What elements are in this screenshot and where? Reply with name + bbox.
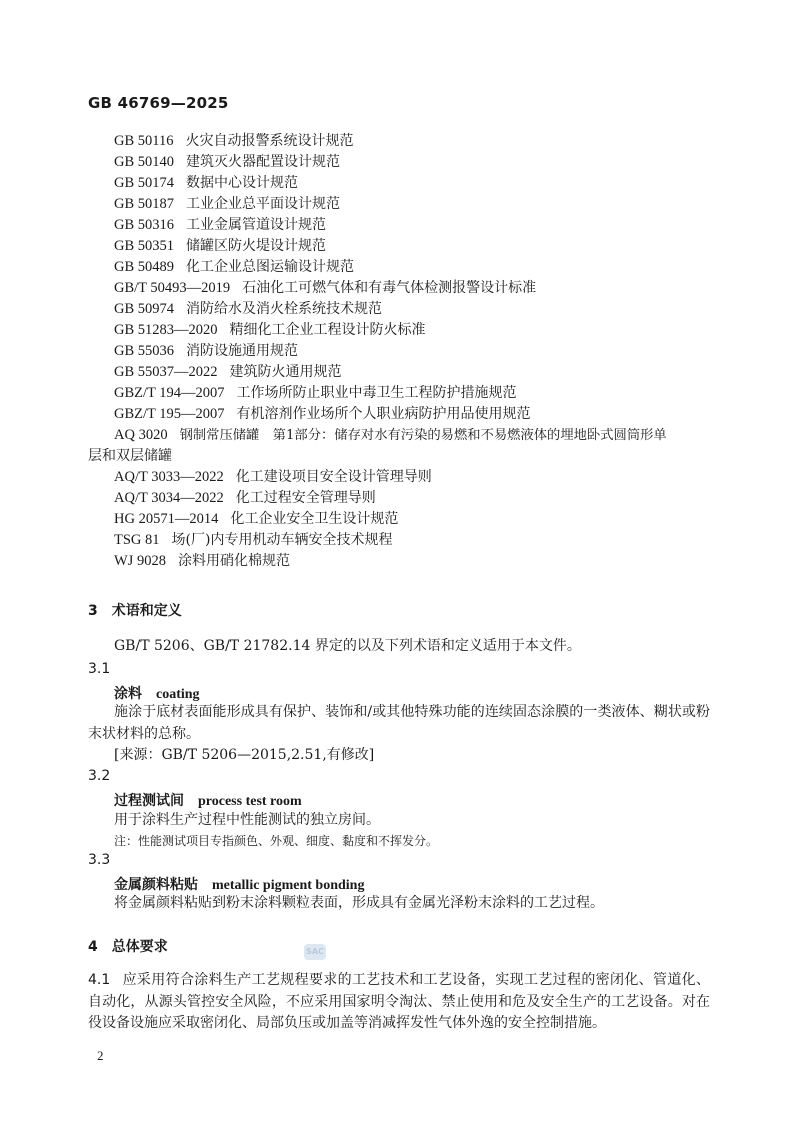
reference-title: 涂料用硝化棉规范 xyxy=(177,553,290,569)
term-definition: 将金属颜料粘贴到粉末涂料颗粒表面，形成具有金属光泽粉末涂料的工艺过程。 xyxy=(114,895,604,911)
term-en: coating xyxy=(156,687,200,702)
reference-code: GB 50116 xyxy=(114,133,174,149)
reference-item xyxy=(114,341,298,361)
term-definition: 施涂于底材表面能形成具有保护、装饰和/或其他特殊功能的连续固态涂膜的一类液体、糊状或粉末状材料的总称。 xyxy=(88,704,710,742)
reference-code: GB 50316 xyxy=(114,217,175,233)
reference-title: 火灾自动报警系统设计规范 xyxy=(185,133,354,149)
reference-code: AQ/T 3034—2022 xyxy=(114,490,224,506)
reference-item xyxy=(114,404,531,424)
reference-continuation: 层和双层储罐 xyxy=(88,448,172,464)
term-definition: 用于涂料生产过程中性能测试的独立房间。 xyxy=(114,812,380,828)
reference-item xyxy=(114,257,354,277)
reference-title: 数据中心设计规范 xyxy=(186,175,299,191)
term-zh: 金属颜料粘贴 xyxy=(114,877,198,893)
term-heading xyxy=(114,790,302,810)
reference-item xyxy=(114,236,326,256)
reference-item xyxy=(114,425,667,446)
reference-item xyxy=(114,215,326,235)
clause-number: 4.1 xyxy=(88,972,111,988)
reference-code: GB 51283—2020 xyxy=(114,322,218,338)
reference-code: GB 50351 xyxy=(114,238,175,254)
reference-item xyxy=(114,509,398,529)
reference-title: 工业企业总平面设计规范 xyxy=(186,196,341,212)
term-number: 3.1 xyxy=(88,661,111,677)
reference-code: GBZ/T 194—2007 xyxy=(114,385,225,401)
reference-item xyxy=(114,551,290,571)
standard-code-header: GB 46769—2025 xyxy=(88,94,229,112)
reference-code: GB 55037—2022 xyxy=(114,364,218,380)
reference-item xyxy=(114,152,340,172)
reference-code: GB 50974 xyxy=(114,301,175,317)
reference-title: 储罐区防火堤设计规范 xyxy=(186,238,327,254)
reference-item xyxy=(114,173,298,193)
reference-title: 有机溶剂作业场所个人职业病防护用品使用规范 xyxy=(236,406,531,422)
term-number: 3.3 xyxy=(88,852,111,868)
term-en: process test room xyxy=(198,794,302,809)
reference-title: 工业金属管道设计规范 xyxy=(186,217,327,233)
reference-code: GB 50174 xyxy=(114,175,175,191)
reference-item xyxy=(114,320,426,340)
term-zh: 涂料 xyxy=(114,686,142,702)
term-zh: 过程测试间 xyxy=(114,793,184,809)
reference-code: GB/T 50493—2019 xyxy=(114,280,231,296)
sac-watermark-logo: SAC xyxy=(304,944,326,960)
reference-title: 化工过程安全管理导则 xyxy=(235,490,376,506)
reference-title: 化工企业安全卫生设计规范 xyxy=(230,511,399,527)
reference-code: TSG 81 xyxy=(114,532,160,548)
reference-code: WJ 9028 xyxy=(114,553,166,569)
reference-title: 化工建设项目安全设计管理导则 xyxy=(235,469,432,485)
reference-code: GB 50140 xyxy=(114,154,175,170)
term-note: 注：性能测试项目专指颜色、外观、细度、黏度和不挥发分。 xyxy=(114,834,439,848)
section-4-heading xyxy=(88,936,168,956)
section-3-heading xyxy=(88,600,182,620)
section-number: 4 xyxy=(88,939,98,955)
reference-title: 建筑灭火器配置设计规范 xyxy=(186,154,341,170)
reference-title: 建筑防火通用规范 xyxy=(229,364,342,380)
section-number: 3 xyxy=(88,603,98,619)
reference-code: AQ/T 3033—2022 xyxy=(114,469,224,485)
reference-title: 工作场所防止职业中毒卫生工程防护措施规范 xyxy=(236,385,517,401)
reference-code: GBZ/T 195—2007 xyxy=(114,406,225,422)
reference-item xyxy=(114,299,382,319)
reference-item xyxy=(114,194,340,214)
reference-item xyxy=(114,467,432,487)
page-number: 2 xyxy=(97,1048,104,1063)
term-en: metallic pigment bonding xyxy=(212,878,365,893)
reference-item xyxy=(114,488,376,508)
reference-item xyxy=(114,362,342,382)
reference-title: 化工企业总图运输设计规范 xyxy=(186,259,355,275)
reference-code: GB 50489 xyxy=(114,259,175,275)
clause-text: 应采用符合涂料生产工艺规程要求的工艺技术和工艺设备，实现工艺过程的密闭化、管道化、自动化，从源头管控安全风险，不应采用国家明令淘汰、禁止使用和危及安全生产的工艺设备。对在役设备设施应采取密闭化、局部负压或加盖等消减挥发性气体外逸的安全控制措施。 xyxy=(88,972,710,1031)
reference-code: HG 20571—2014 xyxy=(114,511,219,527)
reference-title: 消防给水及消火栓系统技术规范 xyxy=(186,301,383,317)
reference-title: 精细化工企业工程设计防火标准 xyxy=(229,322,426,338)
reference-item xyxy=(114,131,353,151)
reference-title: 钢制常压储罐 第1部分：储存对水有污染的易燃和不易燃液体的埋地卧式圆筒形单 xyxy=(179,428,667,443)
reference-code: GB 50187 xyxy=(114,196,175,212)
reference-item xyxy=(114,383,517,403)
reference-title: 场(厂)内专用机动车辆安全技术规程 xyxy=(171,532,393,548)
reference-title: 石油化工可燃气体和有毒气体检测报警设计标准 xyxy=(242,280,537,296)
section-title: 术语和定义 xyxy=(111,603,182,619)
term-source: [来源：GB/T 5206—2015,2.51,有修改] xyxy=(114,747,375,763)
term-heading xyxy=(114,874,364,894)
reference-item xyxy=(114,278,536,298)
reference-title: 消防设施通用规范 xyxy=(186,343,299,359)
reference-code: AQ 3020 xyxy=(114,427,168,443)
reference-item xyxy=(114,530,392,550)
section-title: 总体要求 xyxy=(111,939,168,955)
term-heading xyxy=(114,683,200,703)
section-3-intro: GB/T 5206、GB/T 21782.14 界定的以及下列术语和定义适用于本文件。 xyxy=(114,638,581,654)
reference-code: GB 55036 xyxy=(114,343,175,359)
term-number: 3.2 xyxy=(88,768,111,784)
clause-4-1 xyxy=(88,970,710,1035)
